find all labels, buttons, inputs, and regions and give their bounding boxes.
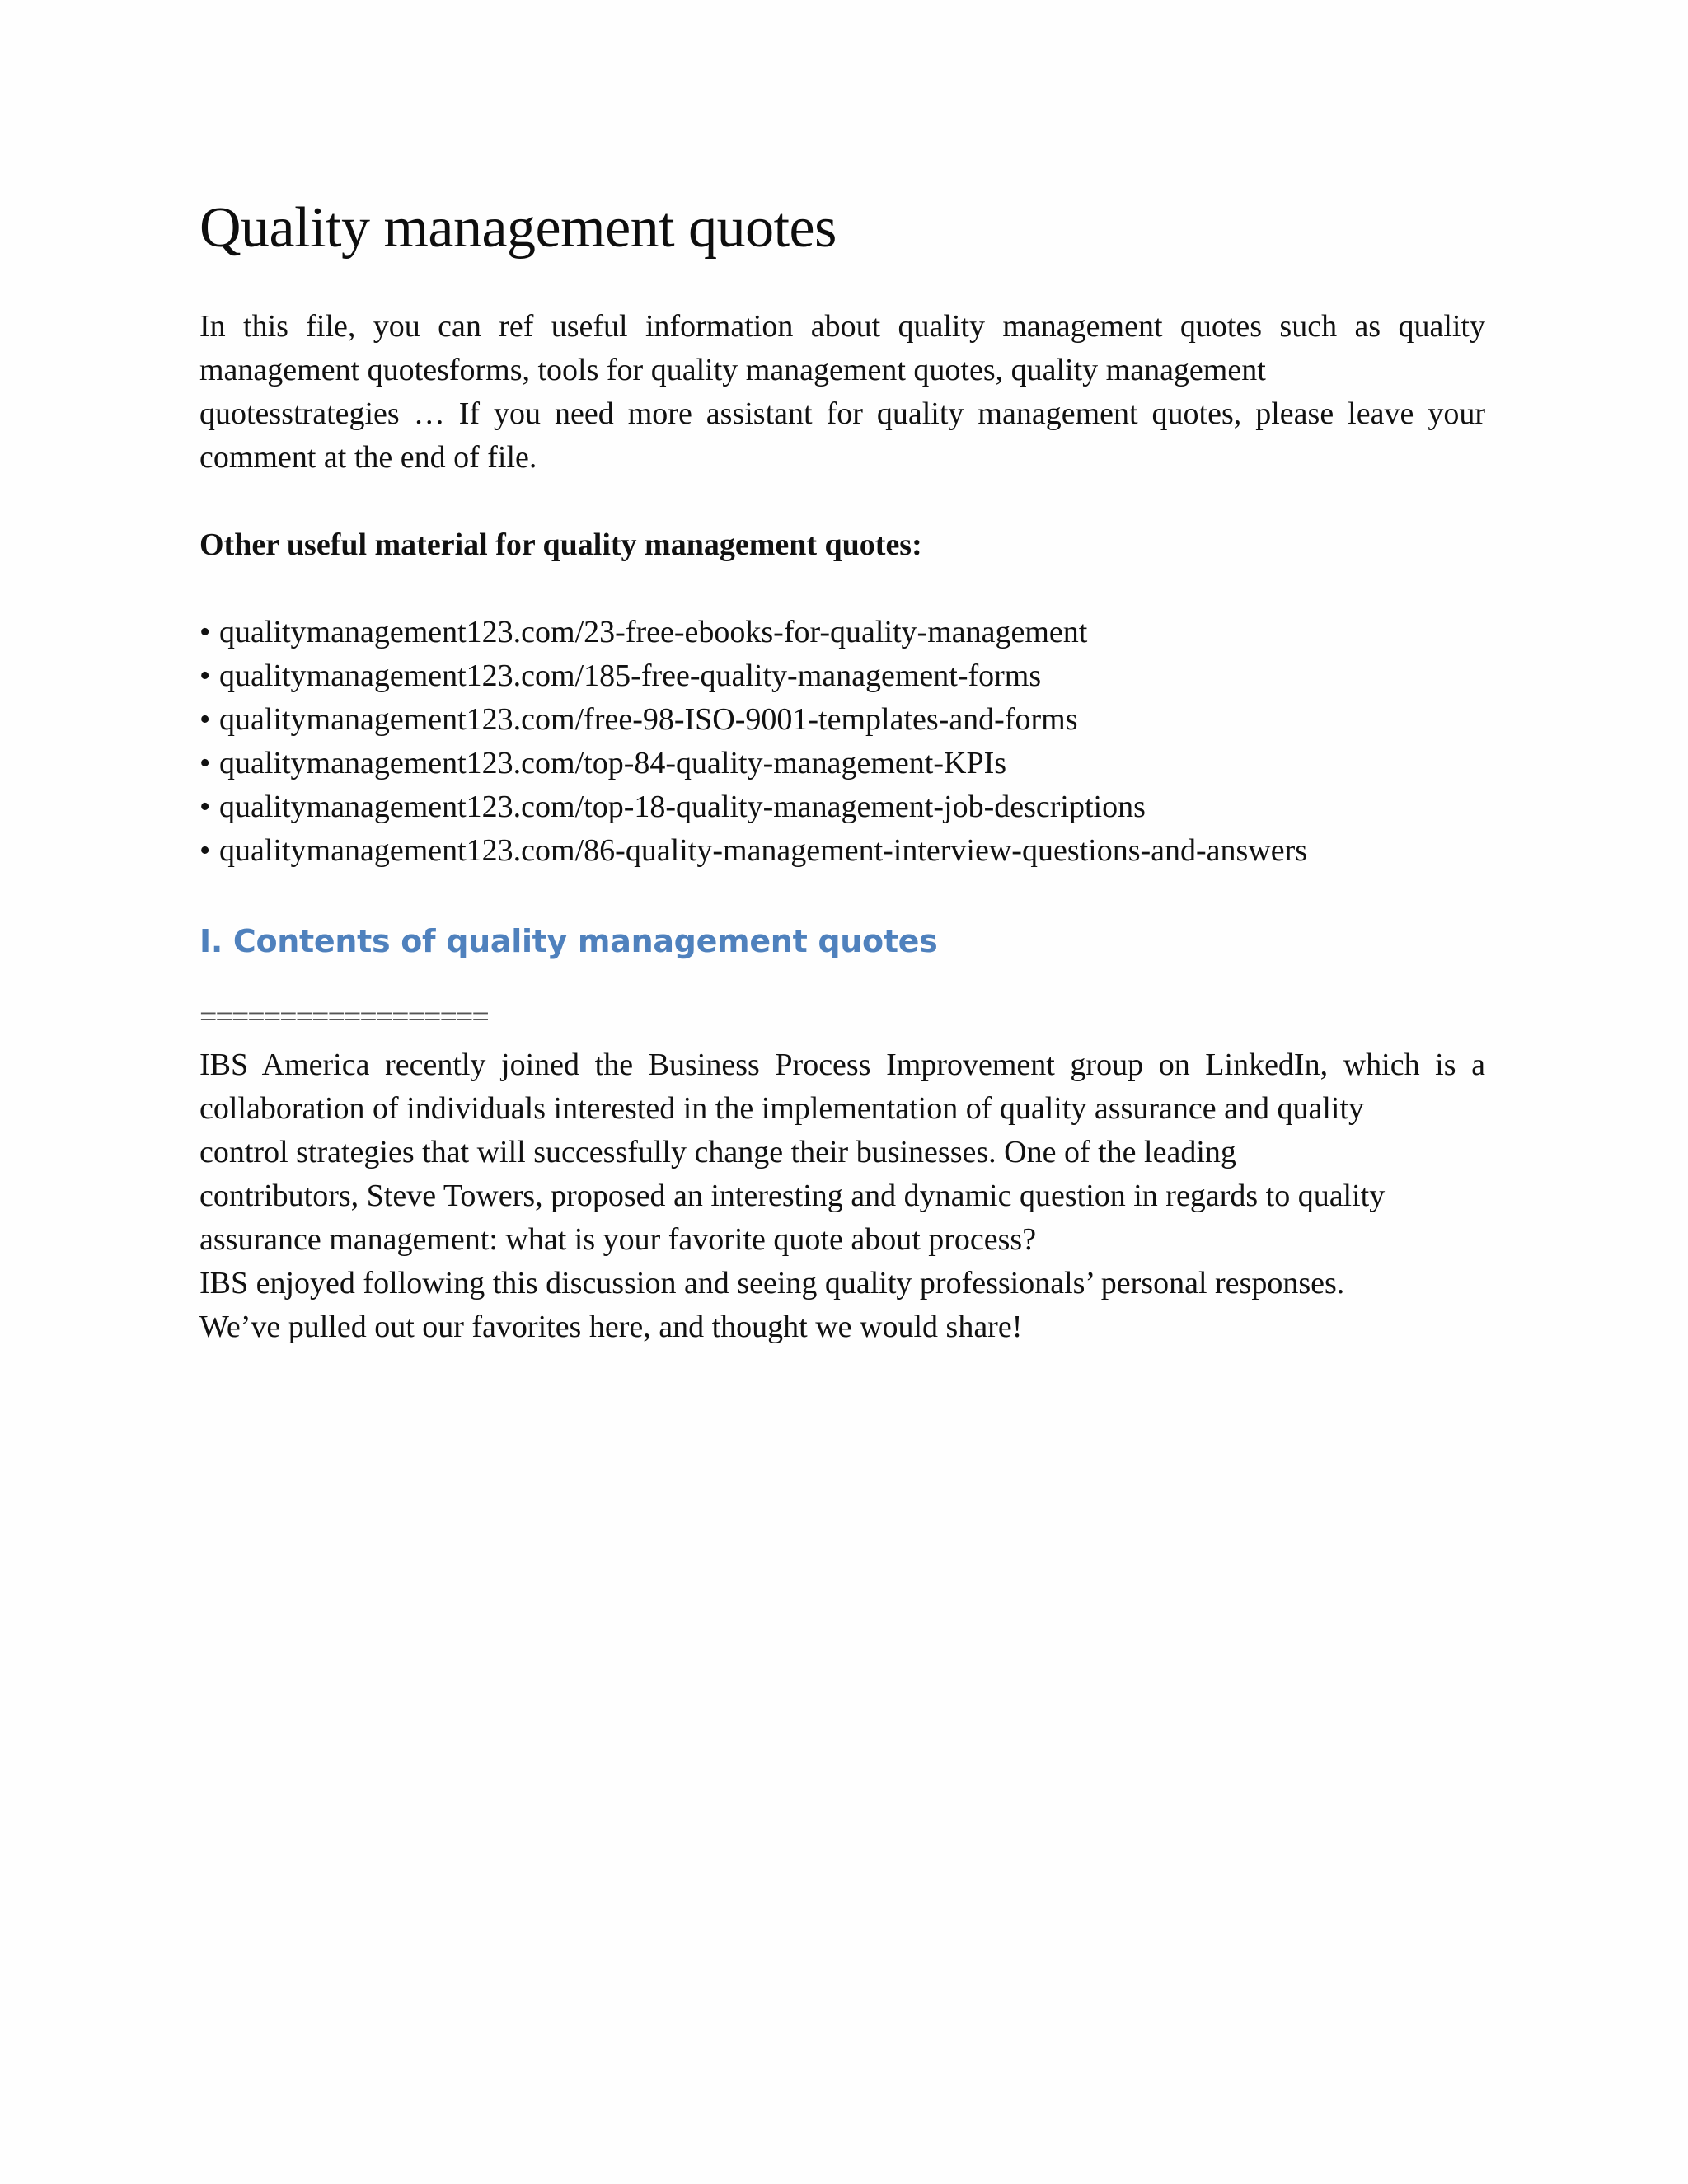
list-item [199,785,1485,829]
link-kpis[interactable]: qualitymanagement123.com/top-84-quality-management-KPIs [219,746,1007,780]
list-item [199,698,1485,742]
intro-line: management quotesforms, tools for quality management quotes, quality management [199,353,1266,387]
document-title: Quality management quotes [199,196,837,260]
body-line: assurance management: what is your favorite quote about process? [199,1222,1037,1257]
bullet-icon: • [199,658,211,693]
intro-line: quotesstrategies … If you need more assistant for quality management quotes, please leave your [199,396,1485,431]
divider-line: ================== [199,1000,488,1034]
document-content [199,191,1485,1349]
list-item [199,742,1485,785]
link-iso-templates[interactable]: qualitymanagement123.com/free-98-ISO-9001-templates-and-forms [219,702,1078,737]
body-line: control strategies that will successfully change their businesses. One of the leading [199,1135,1236,1169]
list-item [199,654,1485,698]
body-paragraph [199,1043,1485,1349]
intro-paragraph [199,305,1485,480]
other-material-heading: Other useful material for quality management quotes: [199,527,922,562]
link-free-ebooks[interactable]: qualitymanagement123.com/23-free-ebooks-for-quality-management [219,615,1088,649]
bullet-icon: • [199,615,211,649]
body-line: IBS enjoyed following this discussion and seeing quality professionals’ personal responses. [199,1266,1345,1301]
bullet-icon: • [199,833,211,868]
list-item [199,611,1485,654]
bullet-icon: • [199,702,211,737]
body-line: contributors, Steve Towers, proposed an interesting and dynamic question in regards to quality [199,1179,1386,1213]
body-line: We’ve pulled out our favorites here, and thought we would share! [199,1310,1023,1344]
link-interview-questions[interactable]: qualitymanagement123.com/86-quality-management-interview-questions-and-answers [219,833,1308,868]
intro-line: In this file, you can ref useful information about quality management quotes such as quality [199,309,1485,344]
section-heading: I. Contents of quality management quotes [199,923,938,959]
useful-links-list [199,611,1485,873]
intro-line: comment at the end of file. [199,440,537,475]
bullet-icon: • [199,746,211,780]
body-line: IBS America recently joined the Business Process Improvement group on LinkedIn, which is a [199,1047,1485,1082]
body-line: collaboration of individuals interested in the implementation of quality assurance and quality [199,1091,1365,1126]
bullet-icon: • [199,790,211,824]
list-item [199,829,1485,873]
link-job-descriptions[interactable]: qualitymanagement123.com/top-18-quality-management-job-descriptions [219,790,1146,824]
link-free-forms[interactable]: qualitymanagement123.com/185-free-quality-management-forms [219,658,1042,693]
